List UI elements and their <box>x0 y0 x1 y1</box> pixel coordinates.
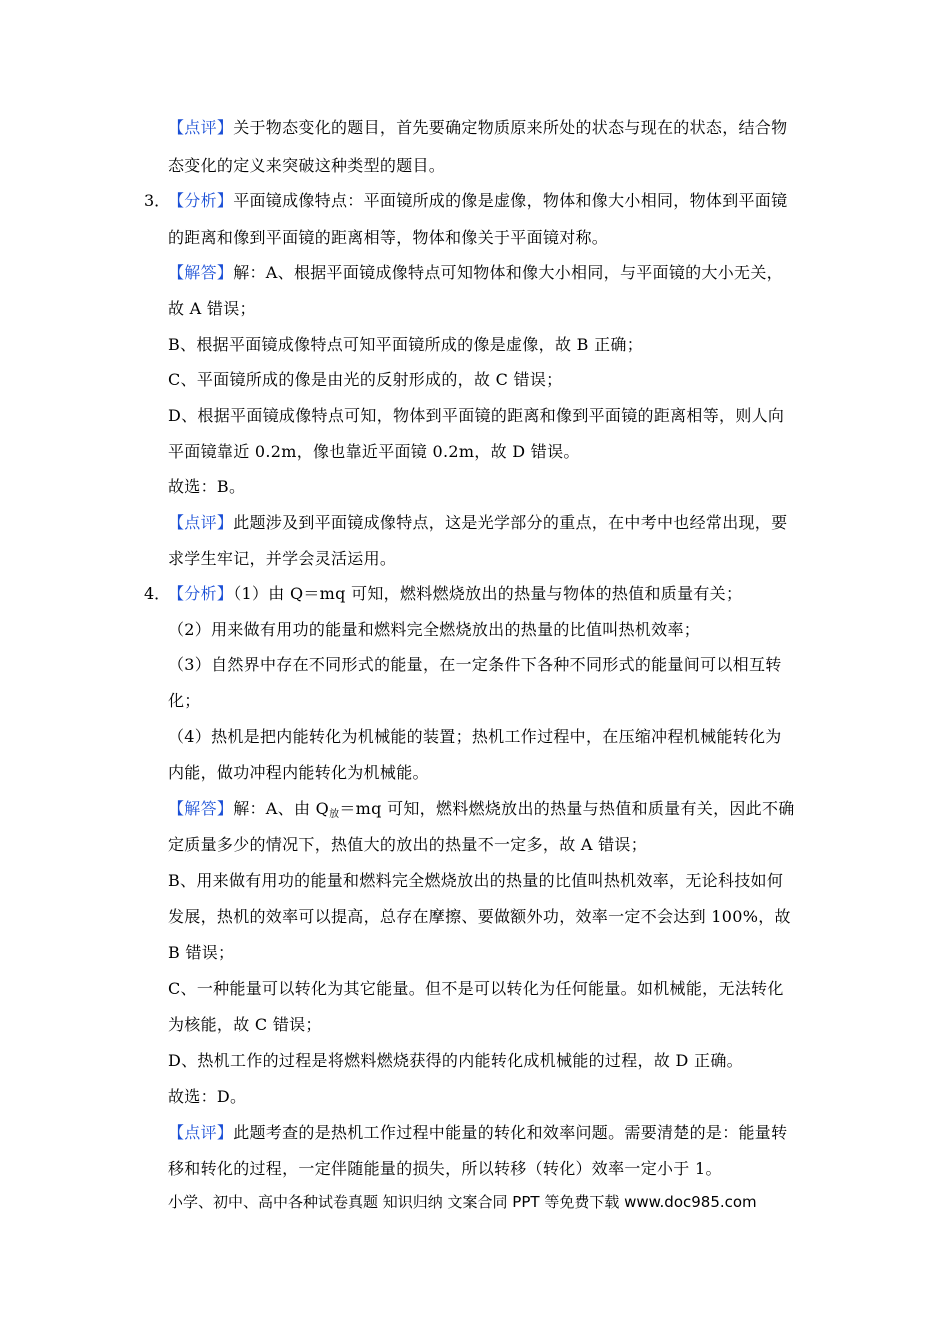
q3-answer-line5: D、根据平面镜成像特点可知，物体到平面镜的距离和像到平面镜的距离相等，则人向 <box>168 406 785 425</box>
q3-answer-line2: 故 A 错误； <box>168 299 256 318</box>
q4-answer-line6: C、一种能量可以转化为其它能量。但不是可以转化为任何能量。如机械能，无法转化 <box>168 979 784 998</box>
q4-comment-line1: 【点评】此题考查的是热机工作过程中能量的转化和效率问题。需要清楚的是：能量转 <box>168 1123 788 1142</box>
q4-comment-line2: 移和转化的过程，一定伴随能量的损失，所以转移（转化）效率一定小于 1。 <box>168 1159 722 1178</box>
q4-answer-line2: 定质量多少的情况下，热值大的放出的热量不一定多，故 A 错误； <box>168 835 648 854</box>
q3-answer-line1: 【解答】解：A、根据平面镜成像特点可知物体和像大小相同，与平面镜的大小无关， <box>168 263 783 282</box>
subscript: 放 <box>329 809 340 820</box>
q4-choice: 故选：D。 <box>168 1087 247 1106</box>
q3-choice: 故选：B。 <box>168 477 246 496</box>
q4-answer-line8: D、热机工作的过程是将燃料燃烧获得的内能转化成机械能的过程，故 D 正确。 <box>168 1051 743 1070</box>
comment-tag: 【点评】 <box>168 1123 234 1142</box>
q4-analysis-line6: 内能，做功冲程内能转化为机械能。 <box>168 763 429 782</box>
comment-tag: 【点评】 <box>168 513 234 532</box>
q4-answer-line3: B、用来做有用功的能量和燃料完全燃烧放出的热量的比值叫热机效率，无论科技如何 <box>168 871 784 890</box>
q4-number: 4． <box>144 584 171 603</box>
q4-analysis-line3: （3）自然界中存在不同形式的能量，在一定条件下各种不同形式的能量间可以相互转 <box>168 655 782 674</box>
q4-answer-line5: B 错误； <box>168 943 235 962</box>
q3-analysis-line1: 【分析】平面镜成像特点：平面镜所成的像是虚像，物体和像大小相同，物体到平面镜 <box>168 191 788 210</box>
q3-answer-line4: C、平面镜所成的像是由光的反射形成的，故 C 错误； <box>168 370 563 389</box>
q3-analysis-line2: 的距离和像到平面镜的距离相等，物体和像关于平面镜对称。 <box>168 228 609 247</box>
comment-tag: 【点评】 <box>168 118 234 137</box>
q2-comment-line1: 【点评】关于物态变化的题目，首先要确定物质原来所处的状态与现在的状态，结合物 <box>168 118 788 137</box>
q3-answer-line6: 平面镜靠近 0.2m，像也靠近平面镜 0.2m，故 D 错误。 <box>168 442 580 461</box>
q4-answer-line1: 【解答】解：A、由 $Q_放=mq$ 可知，燃料燃烧放出的热量与热值和质量有关，因此不确 <box>168 799 795 820</box>
answer-tag: 【解答】 <box>168 799 234 818</box>
analysis-tag: 【分析】 <box>168 191 234 210</box>
answer-tag: 【解答】 <box>168 263 234 282</box>
footer-text: 小学、初中、高中各种试卷真题 知识归纳 文案合同 PPT 等免费下载 www.doc985.com <box>168 1193 757 1211</box>
analysis-tag: 【分析】 <box>168 584 234 603</box>
q4-answer-line4: 发展，热机的效率可以提高，总存在摩擦、要做额外功，效率一定不会达到 100%，故 <box>168 907 791 926</box>
q4-analysis-line5: （4）热机是把内能转化为机械能的装置；热机工作过程中，在压缩冲程机械能转化为 <box>168 727 782 746</box>
q2-comment-line2: 态变化的定义来突破这种类型的题目。 <box>168 156 446 175</box>
q3-comment-line1: 【点评】此题涉及到平面镜成像特点，这是光学部分的重点，在中考中也经常出现，要 <box>168 513 788 532</box>
q3-number: 3． <box>144 191 171 210</box>
q4-analysis-line1: 【分析】（1）由 Q＝mq 可知，燃料燃烧放出的热量与物体的热值和质量有关； <box>168 584 743 603</box>
q3-comment-line2: 求学生牢记，并学会灵活运用。 <box>168 549 397 568</box>
q4-analysis-line2: （2）用来做有用功的能量和燃料完全燃烧放出的热量的比值叫热机效率； <box>168 620 701 639</box>
q4-analysis-line4: 化； <box>168 691 201 710</box>
q3-answer-line3: B、根据平面镜成像特点可知平面镜所成的像是虚像，故 B 正确； <box>168 335 643 354</box>
q4-answer-line7: 为核能，故 C 错误； <box>168 1015 322 1034</box>
